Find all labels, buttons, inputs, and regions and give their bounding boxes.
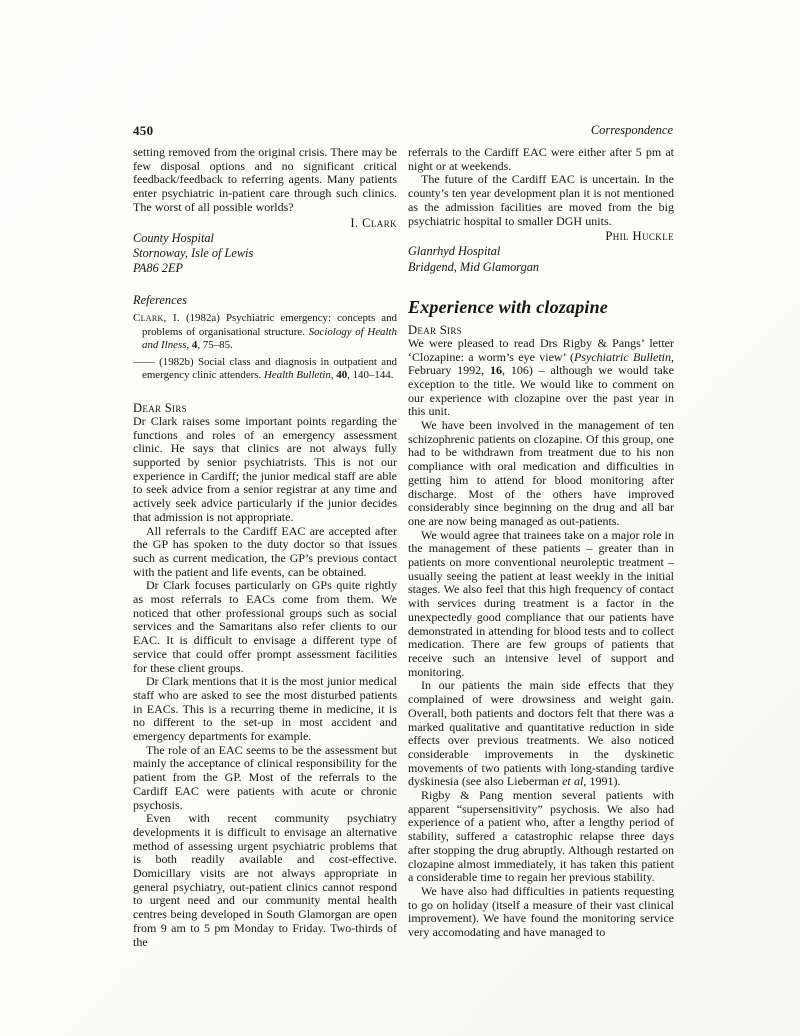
letter-paragraph: We were pleased to read Drs Rigby & Pangs’ letter ‘Clozapine: a worm’s eye view’ (Psychiatric Bulletin, February 1992, 16, 106) – although we would take exception to the title. We would like to comment on our experience with clozapine over the past year in this unit. xyxy=(408,335,675,419)
letter-paragraph: referrals to the Cardiff EAC were either after 5 pm at night or at weekends. xyxy=(408,145,674,173)
letter-paragraph: Dr Clark focuses particularly on GPs quite rightly as most referrals to EACs come from them. We noticed that other professional groups such as social services and the Samaritans also refer clients to our EAC. It is difficult to envisage a different type of service that could offer prompt assessment facilities for these client groups. xyxy=(133,578,397,675)
et-al-citation: et al xyxy=(562,774,584,789)
address-line: County Hospital xyxy=(133,230,214,245)
letter-paragraph: In our patients the main side effects that they complained of were drowsiness and weight gain. Overall, both patients and doctors felt that there was a marked qualitative and quantitative reduction in side effects over previous treatments. We also noticed considerable improvements in the dyskinetic movements of two patients with long-standing tardive dyskinesia (see also Lieberman et al, 1991). xyxy=(408,678,674,789)
running-head: Correspondence xyxy=(590,123,673,137)
address-line: Glanrhyd Hospital xyxy=(408,244,501,259)
signature: I. Clark xyxy=(350,215,397,230)
address-line: Bridgend, Mid Glamorgan xyxy=(408,259,540,274)
letter-paragraph: We would agree that trainees take on a major role in the management of these patients – greater than in patients on more conventional neuroleptic treatment – usually seeing the patient at least weekly in the initial stages. We also feel that this high frequency of contact with services during treatment is a factor in the unexpectedly good compliance that our patients have demonstrated in attending for blood tests and to collect medication. There are few groups of patients that receive such an intensive level of support and monitoring. xyxy=(408,527,674,679)
letter-paragraph: All referrals to the Cardiff EAC are accepted after the GP has spoken to the duty doctor so that issues such as current medication, the GP’s previous contact with the patient and life events, can be obtained. xyxy=(133,523,397,579)
author-address xyxy=(408,244,674,275)
volume-number: 4 xyxy=(191,338,198,351)
salutation: Dear Sirs xyxy=(408,322,462,337)
author-address xyxy=(133,231,397,277)
left-column xyxy=(133,146,397,949)
letter-paragraph: The role of an EAC seems to be the assessment but mainly the acceptance of clinical responsibility for the patient from the GP. Most of the referrals to the Cardiff EAC were patients with acute or chronic psychosis. xyxy=(133,742,397,812)
journal-name: Psychiatric Bulletin xyxy=(574,349,672,364)
signature: Phil Huckle xyxy=(605,229,674,244)
right-column xyxy=(408,146,674,940)
reference-entry: —— (1982b) Social class and diagnosis in outpatient and emergency clinic attenders. Health Bulletin, 40, 140–144. xyxy=(133,355,397,381)
letter-paragraph: We have been involved in the management of ten schizophrenic patients on clozapine. Of this group, one had to be withdrawn from treatment due to his non compliance with oral medication and difficulties in getting him to attend for blood monitoring after discharge. Most of the others have improved considerably since beginning on the drug and all bar one are now being managed as out-patients. xyxy=(408,418,674,528)
salutation: Dear Sirs xyxy=(133,400,187,415)
letter-closing-paragraph: setting removed from the original crisis. There may be few disposal options and no significant critical feedback/feedback to referring agents. Many patients enter psychiatric in-patient care through such clinics. The worst of all possible worlds? xyxy=(133,145,397,214)
volume-number: 16 xyxy=(490,363,502,378)
reference-entry: Clark, I. (1982a) Psychiatric emergency: concepts and problems of organisational structure. Sociology of Health and Ilness, 4, 75–85. xyxy=(133,312,397,351)
letter-paragraph: Rigby & Pang mention several patients with apparent “supersensitivity” psychosis. We also had experience of a patient who, after a lengthy period of stability, suffered a catastrophic relapse three days after stopping the drug abruptly. Although restarted on clozapine almost immediately, it has taken this patient a considerable time to regain her previous stability. xyxy=(408,788,674,885)
address-line: PA86 2EP xyxy=(133,261,183,276)
reference-author: —— xyxy=(133,355,155,368)
page-number: 450 xyxy=(133,123,154,138)
letter-paragraph: Even with recent community psychiatry developments it is difficult to envisage an alternative method of assessing urgent psychiatric problems that is both readily available and cost-effective. Domicillary visits are not always appropriate in general psychiatry, out-patient clinics cannot respond to urgent need and our community mental health centres being developed in South Glamorgan are open from 9 am to 5 pm Monday to Friday. Two-thirds of the xyxy=(133,811,397,949)
journal-name: Health Bulletin xyxy=(263,368,331,381)
reference-author: Clark, I. xyxy=(133,312,180,325)
letter-paragraph: Dr Clark raises some important points regarding the functions and roles of an emergency assessment clinic. He says that clinics are not always fully supported by senior psychiatrists. This is not our experience in Cardiff; the junior medical staff are able to seek advice from a senior registrar at any time and actively seek advice particularly if the junior decides that admission is not appropriate. xyxy=(133,413,397,524)
references-heading: References xyxy=(133,293,187,308)
journal-name: Sociology of Health and Ilness xyxy=(142,325,397,351)
address-line: Stornoway, Isle of Lewis xyxy=(133,245,254,260)
letter-paragraph: Dr Clark mentions that it is the most junior medical staff who are asked to see the most disturbed patients in EACs. This is a recurring theme in medicine, it is no different to the set-up in most accident and emergency departments for example. xyxy=(133,674,397,744)
letter-paragraph: We have also had difficulties in patients requesting to go on holiday (itself a measure of their vast clinical improvement). We have found the monitoring service very accomodating and have managed to xyxy=(408,883,674,940)
letter-title: Experience with clozapine xyxy=(408,296,608,317)
volume-number: 40 xyxy=(336,368,348,381)
letter-paragraph: The future of the Cardiff EAC is uncertain. In the county’s ten year development plan it is not mentioned as the admission facilities are moved from the big psychiatric hospital to smaller DGH units. xyxy=(408,172,674,228)
